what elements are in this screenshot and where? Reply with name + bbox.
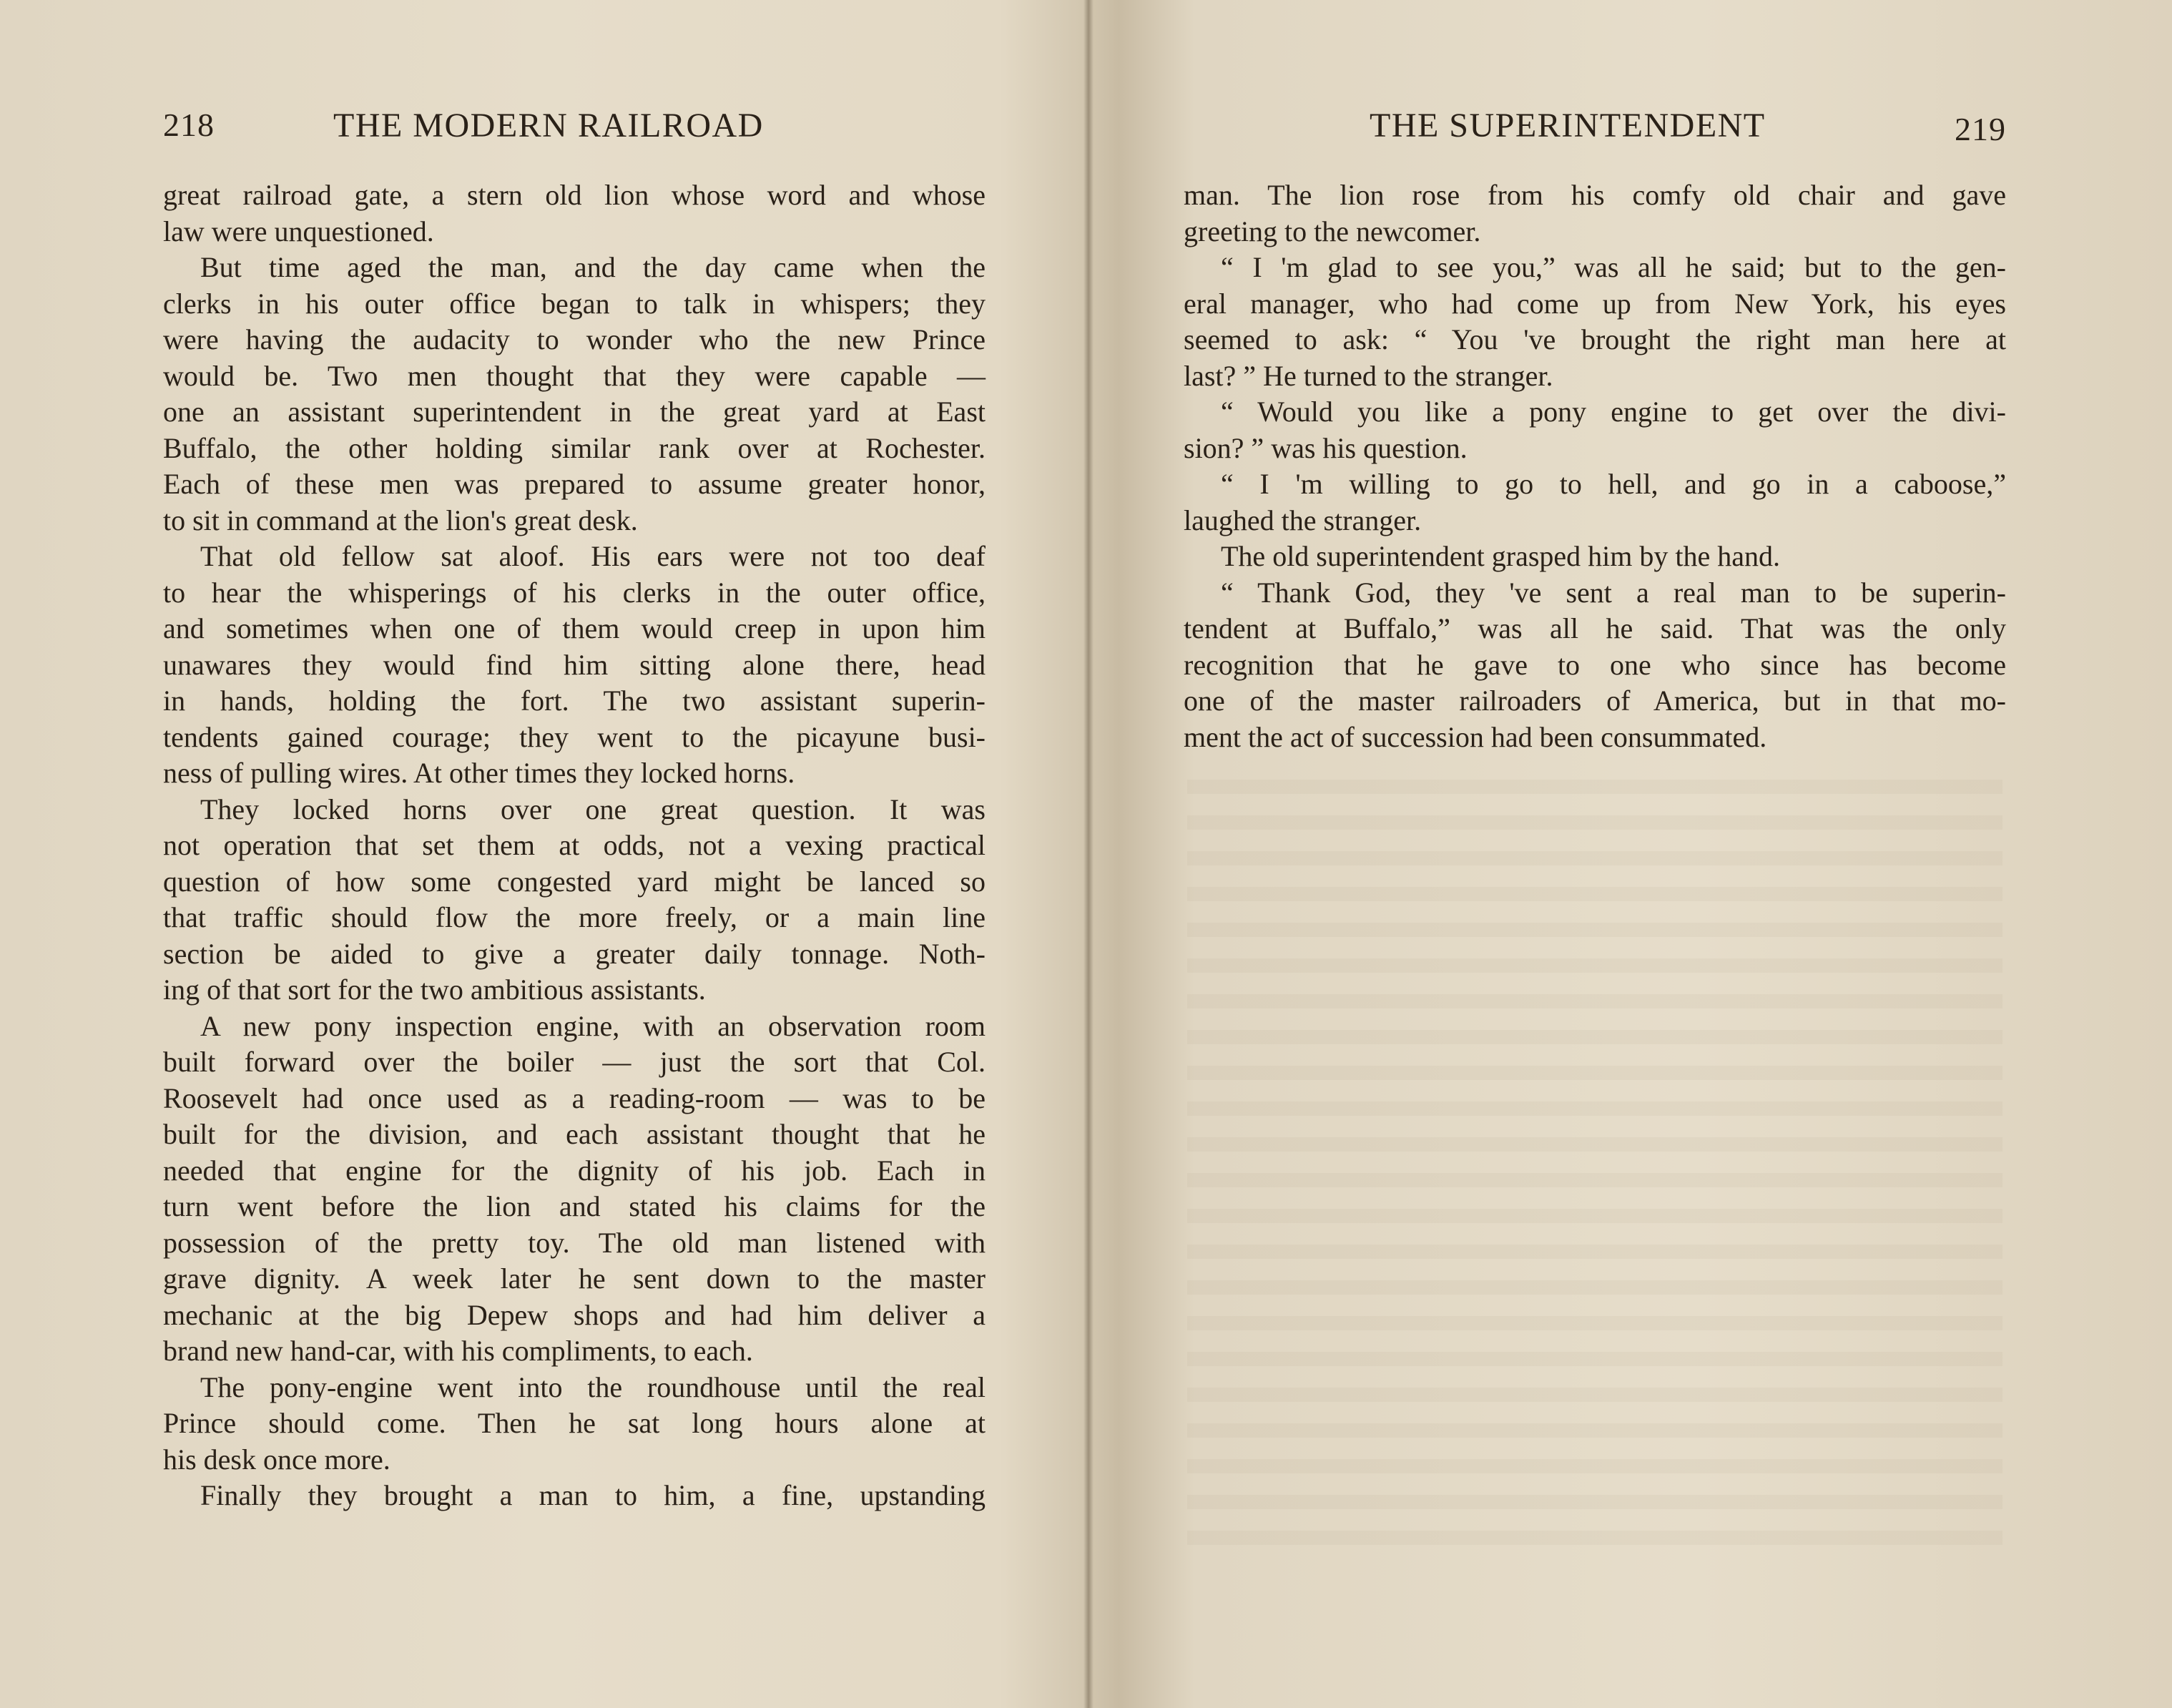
text-line: recognition that he gave to one who since has become — [1184, 648, 2006, 681]
text-line: The old superintendent grasped him by the hand. — [1221, 540, 1781, 572]
text-line: seemed to ask: “ You 've brought the right man here at — [1184, 323, 2006, 355]
right-page — [1184, 0, 2006, 1708]
text-line: ment the act of succession had been consummated. — [1184, 720, 1767, 753]
text-line: man. The lion rose from his comfy old chair and gave — [1184, 179, 2006, 211]
text-line: The pony-engine went into the roundhouse until the real — [200, 1370, 986, 1403]
text-line: his desk once more. — [163, 1443, 390, 1476]
text-line: that traffic should flow the more freely, or a main line — [163, 901, 986, 933]
text-line: would be. Two men thought that they were capable — — [163, 359, 986, 392]
text-line: unawares they would find him sitting alone there, head — [163, 648, 986, 681]
text-line: tendents gained courage; they went to the picayune busi- — [163, 720, 986, 753]
text-line: sion? ” was his question. — [1184, 431, 1468, 464]
text-line: brand new hand-car, with his compliments, to each. — [163, 1335, 753, 1367]
text-line: Buffalo, the other holding similar rank over at Rochester. — [163, 431, 986, 464]
text-line: They locked horns over one great question. It was — [200, 792, 986, 825]
text-line: to sit in command at the lion's great desk. — [163, 504, 638, 536]
text-line: “ I 'm willing to go to hell, and go in a caboose,” — [1221, 468, 2006, 500]
page-body — [163, 177, 986, 1514]
text-line: one of the master railroaders of America, but in that mo- — [1184, 684, 2006, 717]
text-line: A new pony inspection engine, with an observation room — [200, 1009, 986, 1042]
text-line: built forward over the boiler — just the sort that Col. — [163, 1046, 986, 1078]
text-line: section be aided to give a greater daily tonnage. Noth- — [163, 937, 986, 970]
text-line: “ I 'm glad to see you,” was all he said; but to the gen- — [1221, 251, 2006, 283]
running-title: THE SUPERINTENDENT — [1370, 107, 1766, 144]
text-line: not operation that set them at odds, not a vexing practical — [163, 829, 986, 861]
text-line: grave dignity. A week later he sent down to the master — [163, 1262, 986, 1295]
text-line: possession of the pretty toy. The old man listened with — [163, 1226, 986, 1259]
text-line: built for the division, and each assistant thought that he — [163, 1118, 986, 1150]
text-line: That old fellow sat aloof. His ears were not too deaf — [200, 540, 986, 572]
text-line: turn went before the lion and stated his claims for the — [163, 1190, 986, 1222]
running-head — [1184, 106, 2006, 149]
text-line: ing of that sort for the two ambitious assistants. — [163, 973, 706, 1006]
text-line: mechanic at the big Depew shops and had him deliver a — [163, 1298, 986, 1331]
text-line: ness of pulling wires. At other times they locked horns. — [163, 757, 795, 789]
text-line: “ Would you like a pony engine to get over the divi- — [1221, 396, 2006, 428]
text-line: one an assistant superintendent in the great yard at East — [163, 396, 986, 428]
text-line: clerks in his outer office began to talk in whispers; they — [163, 287, 986, 320]
text-line: tendent at Buffalo,” was all he said. That was the only — [1184, 612, 2006, 644]
text-line: laughed the stranger. — [1184, 504, 1422, 536]
running-title: THE MODERN RAILROAD — [333, 107, 764, 144]
text-line: question of how some congested yard might be lanced so — [163, 865, 986, 898]
text-line: “ Thank God, they 've sent a real man to be superin- — [1221, 576, 2006, 609]
text-line: in hands, holding the fort. The two assistant superin- — [163, 684, 986, 717]
book-gutter — [1083, 0, 1094, 1708]
text-line: last? ” He turned to the stranger. — [1184, 359, 1553, 392]
text-line: Each of these men was prepared to assume greater honor, — [163, 468, 986, 500]
text-line: great railroad gate, a stern old lion whose word and whose — [163, 179, 986, 211]
text-line: Prince should come. Then he sat long hours alone at — [163, 1407, 986, 1439]
text-line: eral manager, who had come up from New York, his eyes — [1184, 287, 2006, 320]
left-page — [163, 0, 986, 1708]
text-line: were having the audacity to wonder who the new Prince — [163, 323, 986, 355]
text-line: Finally they brought a man to him, a fine, upstanding — [200, 1479, 986, 1511]
running-head — [163, 106, 986, 149]
text-line: Roosevelt had once used as a reading-room — was to be — [163, 1081, 986, 1114]
text-line: law were unquestioned. — [163, 215, 434, 247]
text-line: to hear the whisperings of his clerks in the outer office, — [163, 576, 986, 609]
page-body — [1184, 177, 2006, 755]
text-line: But time aged the man, and the day came when the — [200, 251, 986, 283]
page-number: 218 — [163, 107, 215, 143]
text-line: greeting to the newcomer. — [1184, 215, 1481, 247]
text-line: and sometimes when one of them would creep in upon him — [163, 612, 986, 644]
page-number: 219 — [1955, 111, 2006, 147]
text-line: needed that engine for the dignity of his job. Each in — [163, 1154, 986, 1187]
